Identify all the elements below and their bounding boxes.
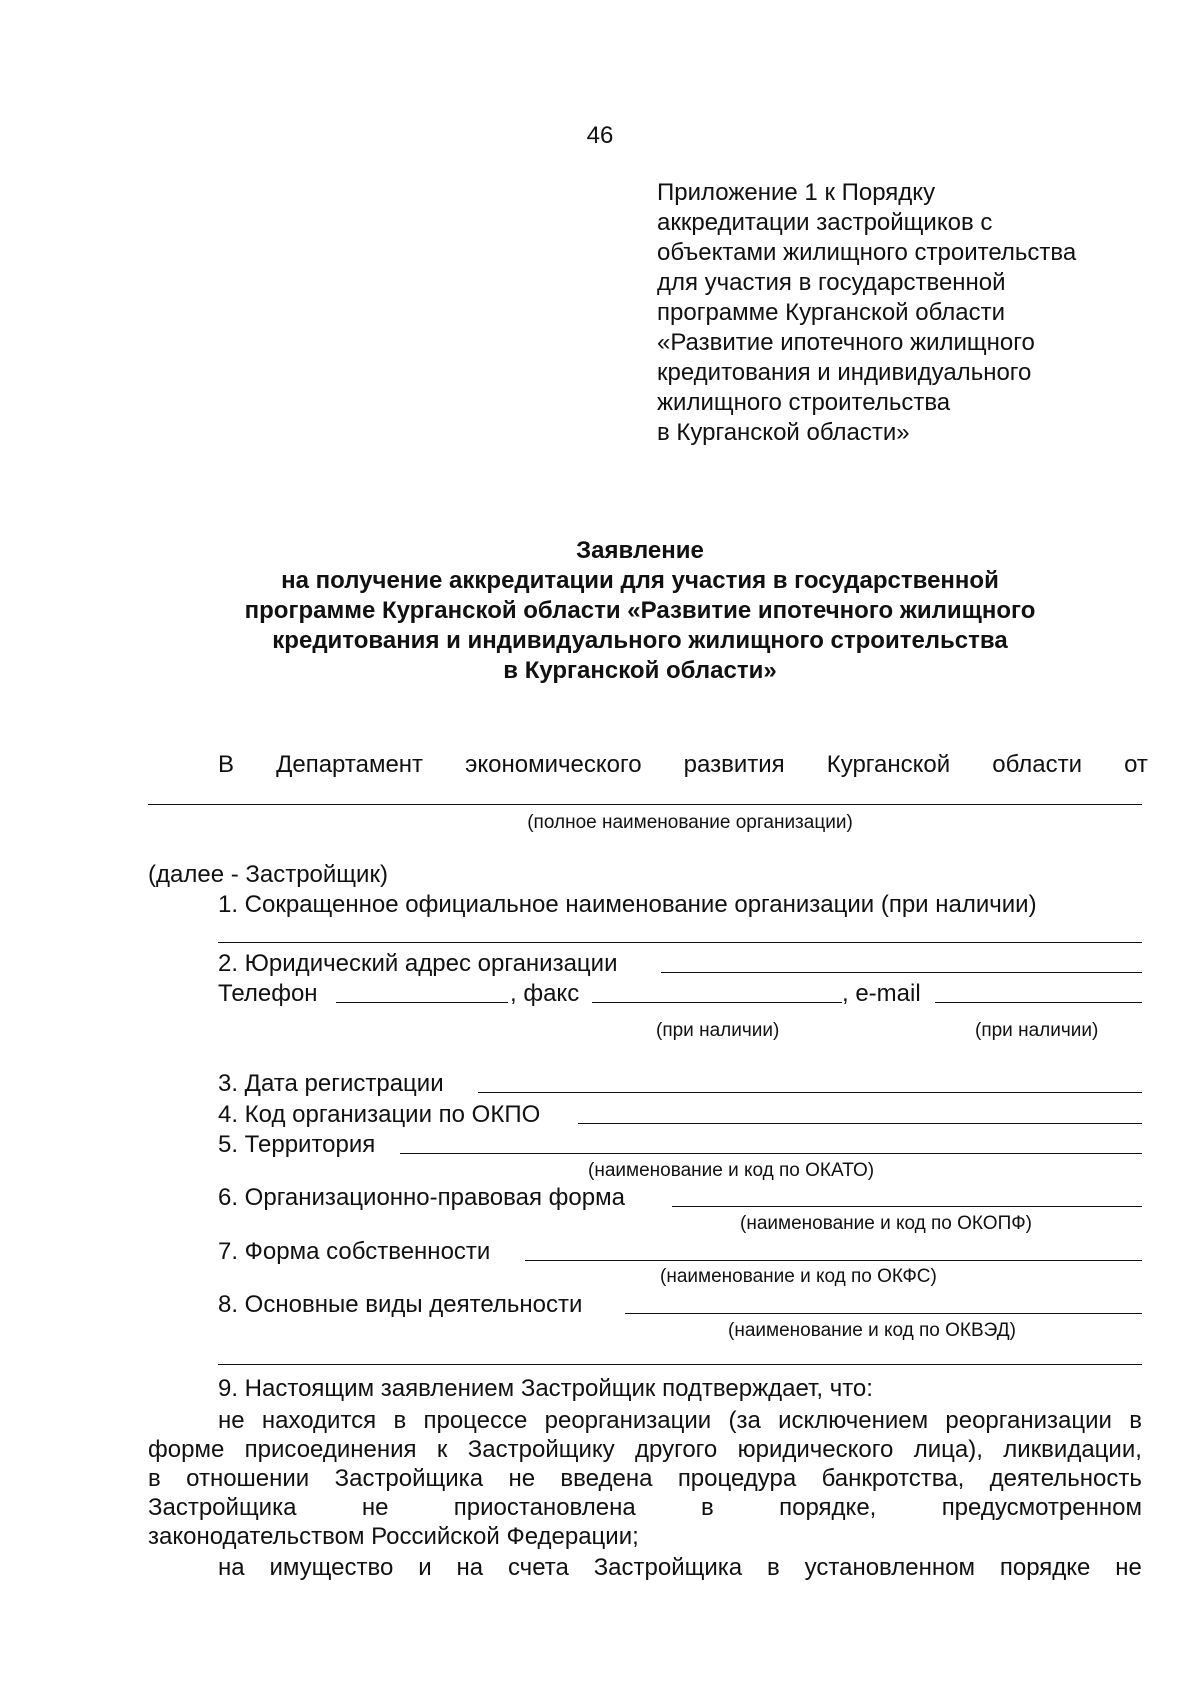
paragraph-line [148, 1435, 1142, 1464]
word: установленном [804, 1554, 975, 1581]
item-4-label: 4. Код организации по ОКПО [218, 1101, 541, 1128]
phone-label: Телефон [218, 980, 318, 1007]
title-line: в Курганской области» [503, 657, 777, 684]
word: Застройщику [467, 1436, 615, 1463]
intro-word: Департамент [276, 751, 424, 778]
appendix-line: кредитования и индивидуального [657, 359, 1032, 386]
paragraph-line [148, 1464, 1142, 1493]
phone-field[interactable] [336, 1002, 508, 1003]
okfs-hint: (наименование и код по ОКФС) [660, 1266, 937, 1287]
word: процедура [677, 1465, 797, 1492]
appendix-line: Приложение 1 к Порядку [657, 179, 936, 206]
appendix-line: в Курганской области» [657, 419, 910, 446]
word: (за [728, 1407, 761, 1434]
appendix-line: аккредитации застройщиков с [657, 209, 993, 236]
intro-word: развития [683, 751, 785, 778]
word: Застройщика [148, 1494, 297, 1521]
document-title [150, 536, 1130, 686]
title-line: кредитования и индивидуального жилищного строительства [272, 627, 1008, 654]
appendix-header [657, 178, 1157, 448]
word: в [393, 1407, 407, 1434]
confirmation-paragraph-2 [218, 1554, 1142, 1582]
paragraph-line [148, 1493, 1142, 1522]
word: форме [148, 1436, 225, 1463]
email-field[interactable] [935, 1002, 1142, 1003]
word: введена [560, 1465, 653, 1492]
item-8-label: 8. Основные виды деятельности [218, 1291, 583, 1318]
activities-field[interactable] [625, 1313, 1142, 1314]
word: приостановлена [453, 1494, 636, 1521]
okved-hint: (наименование и код по ОКВЭД) [728, 1320, 1016, 1341]
email-label: , e-mail [842, 980, 921, 1007]
word: банкротства, [821, 1465, 965, 1492]
word: и [418, 1554, 432, 1581]
word: на [456, 1554, 484, 1581]
title-line: Заявление [576, 537, 704, 564]
developer-note: (далее - Застройщик) [148, 861, 388, 888]
word: исключением [778, 1407, 929, 1434]
word: другого [635, 1436, 718, 1463]
item-1-label: 1. Сокращенное официальное наименование организации (при наличии) [218, 891, 1037, 918]
page-number: 46 [586, 122, 614, 149]
item-3-label: 3. Дата регистрации [218, 1070, 444, 1097]
word: реорганизации [945, 1407, 1112, 1434]
intro-word: области [992, 751, 1083, 778]
registration-date-field[interactable] [478, 1092, 1142, 1093]
short-name-field[interactable] [218, 942, 1142, 943]
item-7-label: 7. Форма собственности [218, 1238, 491, 1265]
fax-label: , факс [510, 980, 580, 1007]
word: не [1115, 1554, 1142, 1581]
word: находится [261, 1407, 377, 1434]
word: ликвидации, [1003, 1436, 1142, 1463]
intro-word: В [218, 751, 235, 778]
word: на [218, 1554, 245, 1581]
word: предусмотренном [941, 1494, 1142, 1521]
okato-hint: (наименование и код по ОКАТО) [588, 1160, 875, 1181]
word: Застройщика [334, 1465, 484, 1492]
paragraph-last-line: законодательством Российской Федерации; [148, 1523, 639, 1550]
fax-field[interactable] [592, 1002, 842, 1003]
word: отношении [186, 1465, 310, 1492]
intro-line [218, 751, 1148, 779]
paragraph-line [148, 1406, 1142, 1435]
appendix-line: для участия в государственной [657, 269, 1006, 296]
word: лица), [913, 1436, 983, 1463]
word: реорганизации [544, 1407, 712, 1434]
appendix-line: объектами жилищного строительства [657, 239, 1077, 266]
word: в [767, 1554, 780, 1581]
appendix-line: «Развитие ипотечного жилищного [657, 329, 1035, 356]
word: имущество [269, 1554, 394, 1581]
word: юридического [737, 1436, 894, 1463]
ownership-form-field[interactable] [525, 1260, 1142, 1261]
appendix-line: жилищного строительства [657, 389, 951, 416]
word: порядке [999, 1554, 1091, 1581]
item-2-label: 2. Юридический адрес организации [218, 950, 618, 977]
word: счета [507, 1554, 569, 1581]
intro-word: от [1124, 751, 1148, 778]
intro-word: Курганской [826, 751, 951, 778]
email-hint: (при наличии) [975, 1020, 1099, 1041]
full-name-field[interactable] [148, 804, 1142, 805]
word: в [148, 1465, 161, 1492]
word: присоединения [244, 1436, 417, 1463]
fax-hint: (при наличии) [656, 1020, 780, 1041]
word: к [436, 1436, 448, 1463]
confirmation-paragraph-1 [148, 1406, 1142, 1551]
activities-field-continued[interactable] [218, 1364, 1142, 1365]
item-9-label: 9. Настоящим заявлением Застройщик подтверждает, что: [218, 1375, 873, 1402]
okopf-hint: (наименование и код по ОКОПФ) [740, 1213, 1032, 1234]
word: в [1129, 1407, 1142, 1434]
word: деятельность [989, 1465, 1142, 1492]
appendix-line: программе Курганской области [657, 299, 1005, 326]
item-6-label: 6. Организационно-правовая форма [218, 1184, 625, 1211]
legal-form-field[interactable] [672, 1206, 1142, 1207]
word: не [508, 1465, 536, 1492]
item-5-label: 5. Территория [218, 1131, 376, 1158]
word: порядке, [779, 1494, 877, 1521]
territory-field[interactable] [400, 1153, 1142, 1154]
word: Застройщика [593, 1554, 743, 1581]
intro-word: экономического [465, 751, 642, 778]
title-line: на получение аккредитации для участия в государственной [281, 567, 999, 594]
okpo-field[interactable] [578, 1123, 1142, 1124]
word: процессе [423, 1407, 528, 1434]
legal-address-field[interactable] [661, 972, 1142, 973]
title-line: программе Курганской области «Развитие ипотечного жилищного [244, 597, 1036, 624]
word: не [218, 1407, 245, 1434]
full-name-hint: (полное наименование организации) [527, 812, 853, 833]
word: не [361, 1494, 389, 1521]
word: в [701, 1494, 714, 1521]
